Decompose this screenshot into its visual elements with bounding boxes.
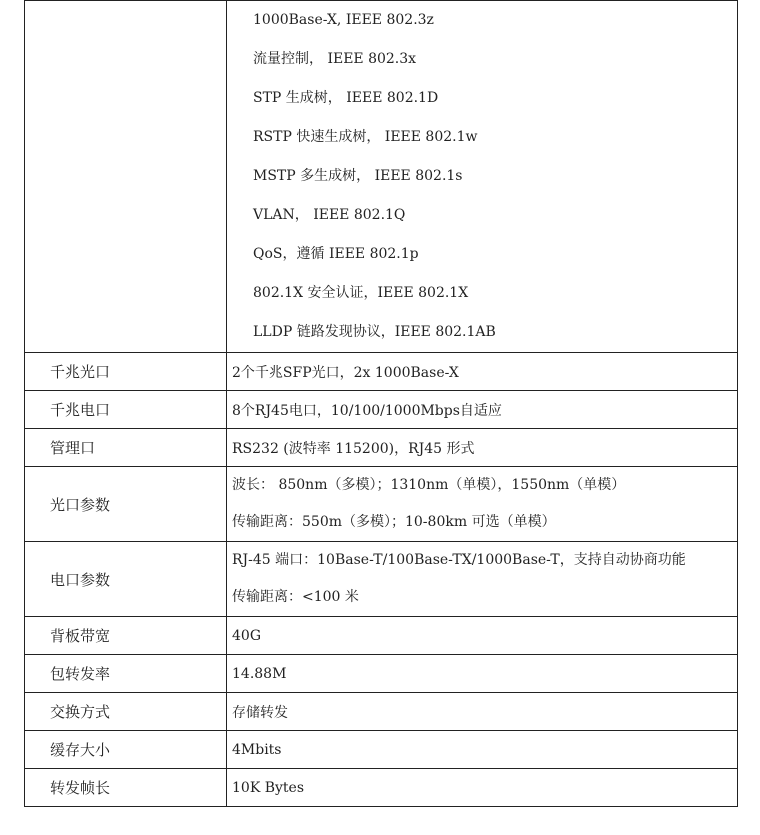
row-label: 背板带宽 — [25, 617, 227, 655]
row-value: 10K Bytes — [227, 769, 738, 807]
spec-line: RJ-45 端口：10Base-T/100Base-TX/1000Base-T，支持自动协商功能 — [232, 552, 686, 568]
row-label: 管理口 — [25, 429, 227, 467]
row-value: RS232 (波特率 115200)，RJ45 形式 — [227, 429, 738, 467]
spec-line: 传输距离：<100 米 — [232, 589, 359, 605]
row-value: 4Mbits — [227, 731, 738, 769]
spec-table — [24, 0, 738, 807]
row-label: 缓存大小 — [25, 731, 227, 769]
spec-line: 802.1X 安全认证，IEEE 802.1X — [253, 284, 469, 301]
table-row — [25, 731, 738, 769]
spec-line: 1000Base-X, IEEE 802.3z — [253, 12, 434, 29]
row-value — [227, 1, 738, 353]
spec-line: 流量控制， IEEE 802.3x — [253, 51, 417, 68]
row-value — [227, 542, 738, 617]
spec-line: VLAN， IEEE 802.1Q — [253, 206, 406, 223]
row-label — [25, 1, 227, 353]
row-label: 转发帧长 — [25, 769, 227, 807]
row-value: 40G — [227, 617, 738, 655]
row-label: 电口参数 — [25, 542, 227, 617]
spec-line: RSTP 快速生成树， IEEE 802.1w — [253, 129, 478, 146]
row-value: 2个千兆SFP光口，2x 1000Base-X — [227, 353, 738, 391]
table-row — [25, 467, 738, 542]
row-value — [227, 467, 738, 542]
table-row — [25, 1, 738, 353]
table-row — [25, 353, 738, 391]
row-value: 存储转发 — [227, 693, 738, 731]
table-row — [25, 617, 738, 655]
table-row — [25, 693, 738, 731]
spec-line: STP 生成树， IEEE 802.1D — [253, 90, 439, 107]
table-row — [25, 391, 738, 429]
row-value: 14.88M — [227, 655, 738, 693]
table-row — [25, 769, 738, 807]
table-row — [25, 655, 738, 693]
row-label: 千兆光口 — [25, 353, 227, 391]
row-value: 8个RJ45电口，10/100/1000Mbps自适应 — [227, 391, 738, 429]
row-label: 包转发率 — [25, 655, 227, 693]
spec-line: 传输距离：550m（多模）；10-80km 可选（单模） — [232, 514, 556, 530]
spec-line: QoS，遵循 IEEE 802.1p — [253, 245, 419, 262]
table-row — [25, 542, 738, 617]
row-label: 光口参数 — [25, 467, 227, 542]
spec-line: 波长： 850nm（多模）；1310nm（单模），1550nm（单模） — [232, 477, 626, 493]
row-label: 交换方式 — [25, 693, 227, 731]
table-row — [25, 429, 738, 467]
spec-line: LLDP 链路发现协议，IEEE 802.1AB — [253, 323, 496, 340]
row-label: 千兆电口 — [25, 391, 227, 429]
spec-line: MSTP 多生成树， IEEE 802.1s — [253, 168, 463, 185]
